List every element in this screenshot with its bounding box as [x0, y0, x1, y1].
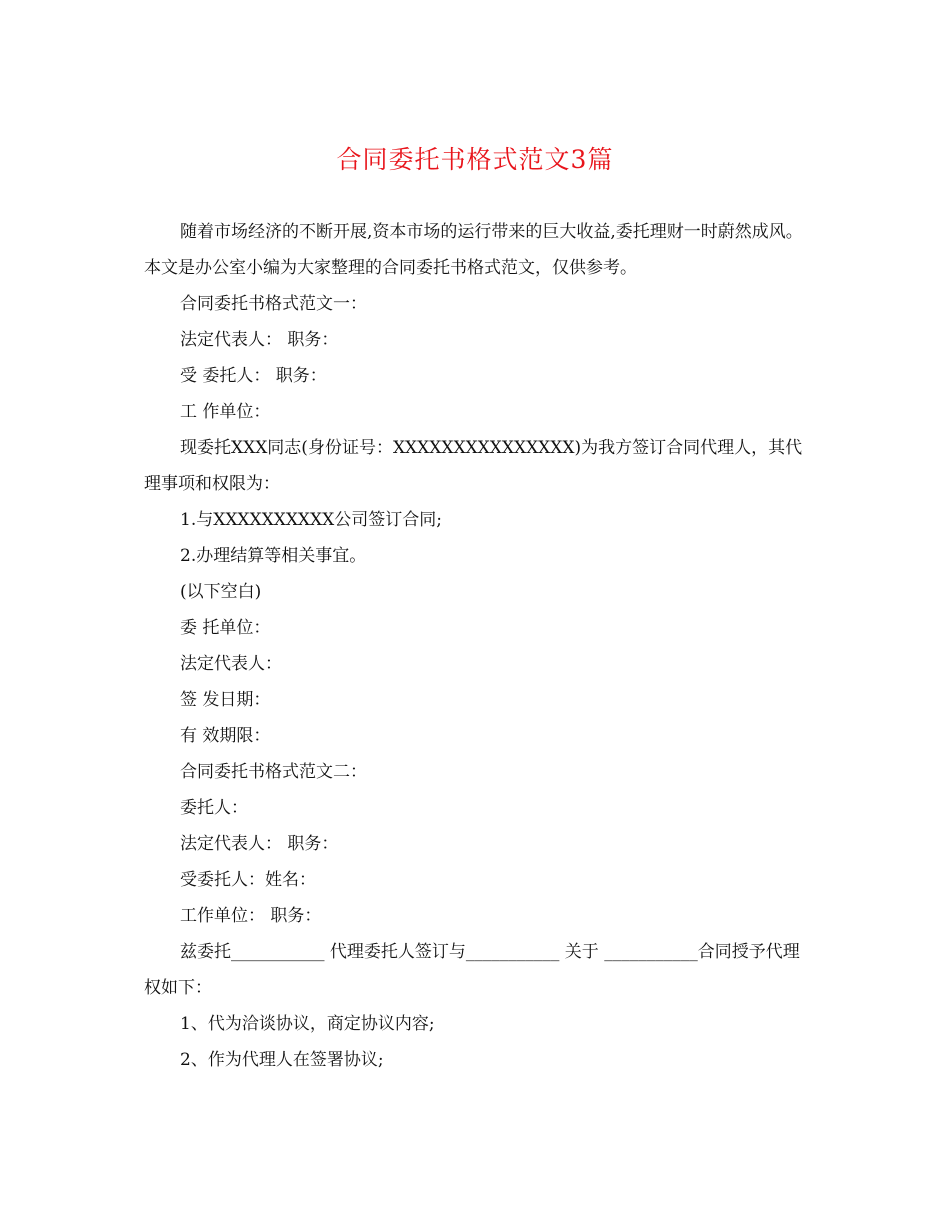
delegation-paragraph: 兹委托___________ 代理委托人签订与___________ 关于 ___________合同授予代理权如下：	[144, 942, 800, 998]
field-work-unit-2: 工作单位： 职务：	[180, 906, 322, 926]
document-title: 合同委托书格式范文3篇	[336, 145, 614, 174]
section-heading-1: 合同委托书格式范文一：	[180, 294, 367, 314]
document-body	[144, 214, 806, 1078]
field-legal-rep-2: 法定代表人： 职务：	[180, 834, 339, 854]
field-trustee-name: 受委托人：姓名：	[180, 870, 316, 890]
field-issue-date: 签 发日期：	[180, 690, 271, 710]
authority-item-1: 1.与XXXXXXXXXX公司签订合同;	[180, 510, 442, 530]
blank-note: (以下空白)	[180, 582, 262, 602]
field-trustee: 受 委托人： 职务：	[180, 366, 327, 386]
delegation-item-1: 1、代为洽谈协议，商定协议内容;	[180, 1014, 435, 1034]
field-principal: 委托人：	[180, 798, 248, 818]
field-work-unit: 工 作单位：	[180, 402, 271, 422]
authority-item-2: 2.办理结算等相关事宜。	[180, 546, 367, 566]
intro-paragraph: 随着市场经济的不断开展,资本市场的运行带来的巨大收益,委托理财一时蔚然成风。本文是办公室小编为大家整理的合同委托书格式范文，仅供参考。	[144, 222, 803, 278]
field-legal-rep: 法定代表人： 职务：	[180, 330, 339, 350]
section-heading-2: 合同委托书格式范文二：	[180, 762, 367, 782]
field-validity: 有 效期限：	[180, 726, 271, 746]
authorization-paragraph: 现委托XXX同志(身份证号：XXXXXXXXXXXXXXX)为我方签订合同代理人，其代理事项和权限为：	[144, 438, 803, 494]
field-legal-rep-sign: 法定代表人：	[180, 654, 282, 674]
field-entrusting-unit: 委 托单位：	[180, 618, 271, 638]
delegation-item-2: 2、作为代理人在签署协议;	[180, 1050, 384, 1070]
